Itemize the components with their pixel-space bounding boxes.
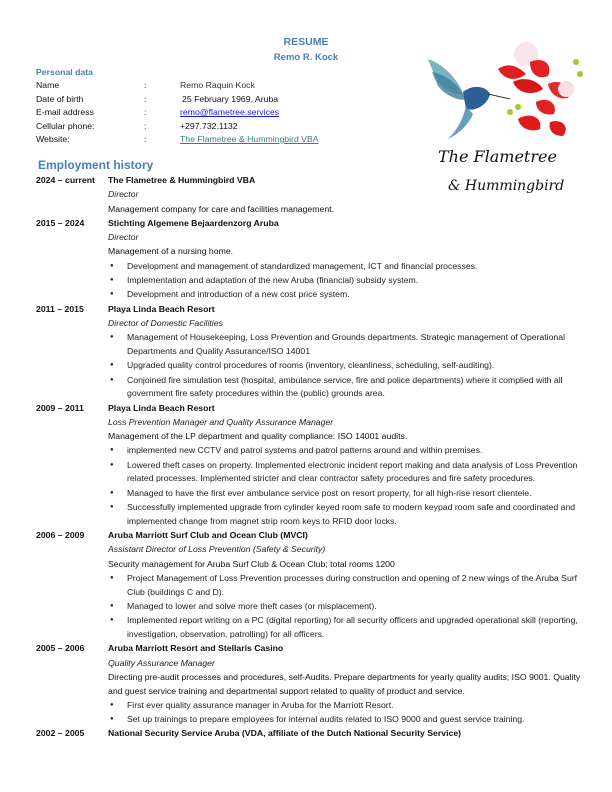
bullet-icon: ● xyxy=(110,574,114,581)
job-bullet-item xyxy=(108,600,581,614)
job-dates: 2002 – 2005 xyxy=(36,728,85,739)
job-description: Management of the LP department and quality compliance: ISO 14001 audits. xyxy=(108,431,408,442)
row-colon: : xyxy=(144,93,147,104)
job-bullet-item xyxy=(108,374,581,401)
job-role: Director xyxy=(108,232,139,243)
job-bullet-item xyxy=(108,572,581,599)
job-bullet-item xyxy=(108,260,581,274)
row-label: Website: xyxy=(36,134,70,144)
bullet-text: Project Management of Loss Prevention processes during construction and opening of 2 new wings of the Aruba Surf Club (buildings C and D). xyxy=(127,572,578,597)
job-bullet-item xyxy=(108,501,581,528)
row-colon: : xyxy=(144,80,147,90)
job-company: National Security Service Aruba (VDA, affiliate of the Dutch National Security Service) xyxy=(108,728,462,739)
bullet-text: Successfully implemented upgrade from cylinder keyed room safe to modern keypad room safe and coordinated and implemented change from magnet strip room keys to RFID door locks. xyxy=(127,502,576,526)
job-bullet-item xyxy=(108,331,581,358)
bullet-icon: ● xyxy=(110,461,114,468)
resume-title: RESUME xyxy=(283,36,329,48)
job-entry xyxy=(36,174,581,216)
bullet-text: Managed to have the first ever ambulance service post on resort property, for all high-rise resort clientele. xyxy=(127,487,532,498)
resume-name: Remo R. Kock xyxy=(273,52,339,63)
job-bullet-item xyxy=(108,444,581,458)
employment-history-list xyxy=(36,174,581,742)
job-bullet-item xyxy=(108,288,581,302)
job-bullet-item xyxy=(108,713,581,727)
email-link[interactable]: remo@flametree.services xyxy=(180,107,280,117)
personal-row-website xyxy=(36,134,366,146)
row-value: Remo Raquin Kock xyxy=(180,80,255,90)
job-entry xyxy=(36,727,581,741)
bullet-icon: ● xyxy=(110,334,114,341)
bullet-icon: ● xyxy=(110,504,114,511)
job-entry xyxy=(36,529,581,642)
job-company: The Flametree & Hummingbird VBA xyxy=(108,175,256,185)
job-bullet-item xyxy=(108,274,581,288)
job-role: Assistant Director of Loss Prevention (Safety & Security) xyxy=(108,544,326,555)
bullet-text: Development and introduction of a new cost price system. xyxy=(127,289,350,300)
bullet-text: Managed to lower and solve more theft cases (or misplacement). xyxy=(127,600,377,611)
job-bullets xyxy=(108,444,581,528)
job-dates: 2005 – 2006 xyxy=(36,643,85,654)
hummingbird-icon xyxy=(428,59,510,139)
logo-text-line1: The Flametree xyxy=(438,147,557,166)
job-role: Director of Domestic Facilities xyxy=(108,317,223,328)
job-description: Security management for Aruba Surf Club & Ocean Club; total rooms 1200 xyxy=(108,558,395,569)
job-role: Loss Prevention Manager and Quality Assurance Manager xyxy=(108,416,334,427)
personal-row-phone xyxy=(36,121,366,133)
row-colon: : xyxy=(144,120,147,131)
bullet-icon: ● xyxy=(110,716,114,723)
job-dates: 2015 – 2024 xyxy=(36,217,85,228)
bullet-text: Conjoined fire simulation test (hospital, ambulance service, fire and police departments) where it complied with all government fire safety procedures within the (public) grounds area. xyxy=(127,374,563,399)
row-value: +297.732.1132 xyxy=(180,120,238,131)
job-bullets xyxy=(108,572,581,642)
bullet-icon: ● xyxy=(110,362,114,369)
job-dates: 2024 – current xyxy=(36,175,95,185)
job-entry xyxy=(36,303,581,401)
job-dates: 2009 – 2011 xyxy=(36,402,84,413)
job-entry xyxy=(36,402,581,529)
bullet-text: Implemented report writing on a PC (digital reporting) for all security officers and upgraded operational skill (reporting, investigation, observation, patrolling) for all officers. xyxy=(127,615,578,639)
job-dates: 2006 – 2009 xyxy=(36,530,85,541)
personal-row-name xyxy=(36,80,366,92)
job-bullets xyxy=(108,699,581,727)
job-bullets xyxy=(108,331,581,401)
job-company: Stichting Algemene Bejaardenzorg Aruba xyxy=(108,217,279,228)
row-colon: : xyxy=(144,134,147,144)
bullet-text: Implementation and adaptation of the new Aruba (financial) subsidy system. xyxy=(127,275,419,286)
personal-data-heading: Personal data xyxy=(36,67,93,77)
bullet-text: Upgraded quality control procedures of rooms (inventory, cleanliness, scheduling, self-auditing). xyxy=(127,360,495,371)
logo-text-line2: & Hummingbird xyxy=(448,178,565,194)
job-description: Management company for care and facilities management. xyxy=(108,203,334,214)
bullet-icon: ● xyxy=(110,447,114,454)
employment-history-heading: Employment history xyxy=(38,158,154,172)
job-entry xyxy=(36,642,581,727)
bullet-icon: ● xyxy=(110,376,114,383)
job-bullet-item xyxy=(108,487,581,501)
bullet-icon: ● xyxy=(110,617,114,624)
job-company: Playa Linda Beach Resort xyxy=(108,303,215,314)
job-role: Quality Assurance Manager xyxy=(108,657,215,668)
bullet-text: Management of Housekeeping, Loss Prevention and Grounds departments. Strategic management of Operational Departments and Quality Assurance/ISO 14001 xyxy=(127,332,566,356)
row-label: Date of birth xyxy=(36,93,84,104)
job-description: Directing pre-audit processes and procedures, self-Audits. Prepare departments for yearly quality audits; ISO 9001. Quality and guest service training and departmental support related to quality of product and service. xyxy=(108,671,581,696)
job-company: Playa Linda Beach Resort xyxy=(108,402,215,413)
bullet-text: Lowered theft cases on property. Implemented electronic incident report making and data analysis of Loss Prevention related processes. Implemented stricter and clear contractor safety procedures and fire safety procedures. xyxy=(127,459,578,484)
bullet-icon: ● xyxy=(110,291,114,298)
job-description: Management of a nursing home. xyxy=(108,246,234,257)
job-bullet-item xyxy=(108,359,581,373)
personal-row-email xyxy=(36,107,366,119)
job-entry xyxy=(36,217,581,302)
job-company: Aruba Marriott Surf Club and Ocean Club (MVCI) xyxy=(108,530,308,541)
row-label: Cellular phone: xyxy=(36,120,95,131)
job-bullets xyxy=(108,260,581,302)
row-colon: : xyxy=(144,107,147,117)
row-label: Name xyxy=(36,80,60,90)
bullet-icon: ● xyxy=(110,602,114,609)
row-label: E-mail address xyxy=(36,107,94,117)
bullet-text: First ever quality assurance manager in Aruba for the Marriott Resort. xyxy=(127,699,394,710)
job-dates: 2011 – 2015 xyxy=(36,303,84,314)
bullet-icon: ● xyxy=(110,262,114,269)
job-bullet-item xyxy=(108,614,581,641)
row-value: 25 February 1969, Aruba xyxy=(182,93,279,104)
bullet-icon: ● xyxy=(110,489,114,496)
bullet-text: Development and management of standardized management, ICT and financial processes. xyxy=(127,260,478,271)
job-company: Aruba Marriott Resort and Stellaris Casino xyxy=(108,643,284,654)
bullet-icon: ● xyxy=(110,701,114,708)
flametree-flowers-icon xyxy=(498,42,583,136)
bullet-icon: ● xyxy=(110,277,114,284)
website-link[interactable]: The Flametree & Hummingbird VBA xyxy=(180,134,319,144)
job-bullet-item xyxy=(108,459,581,486)
job-role: Director xyxy=(108,189,139,200)
bullet-text: implemented new CCTV and patrol systems and patrol patterns around and within premises. xyxy=(127,445,483,456)
personal-row-dob xyxy=(36,94,366,106)
job-bullet-item xyxy=(108,699,581,713)
bullet-text: Set up trainings to prepare employees for internal audits related to ISO 9000 and guest service training. xyxy=(127,714,525,725)
